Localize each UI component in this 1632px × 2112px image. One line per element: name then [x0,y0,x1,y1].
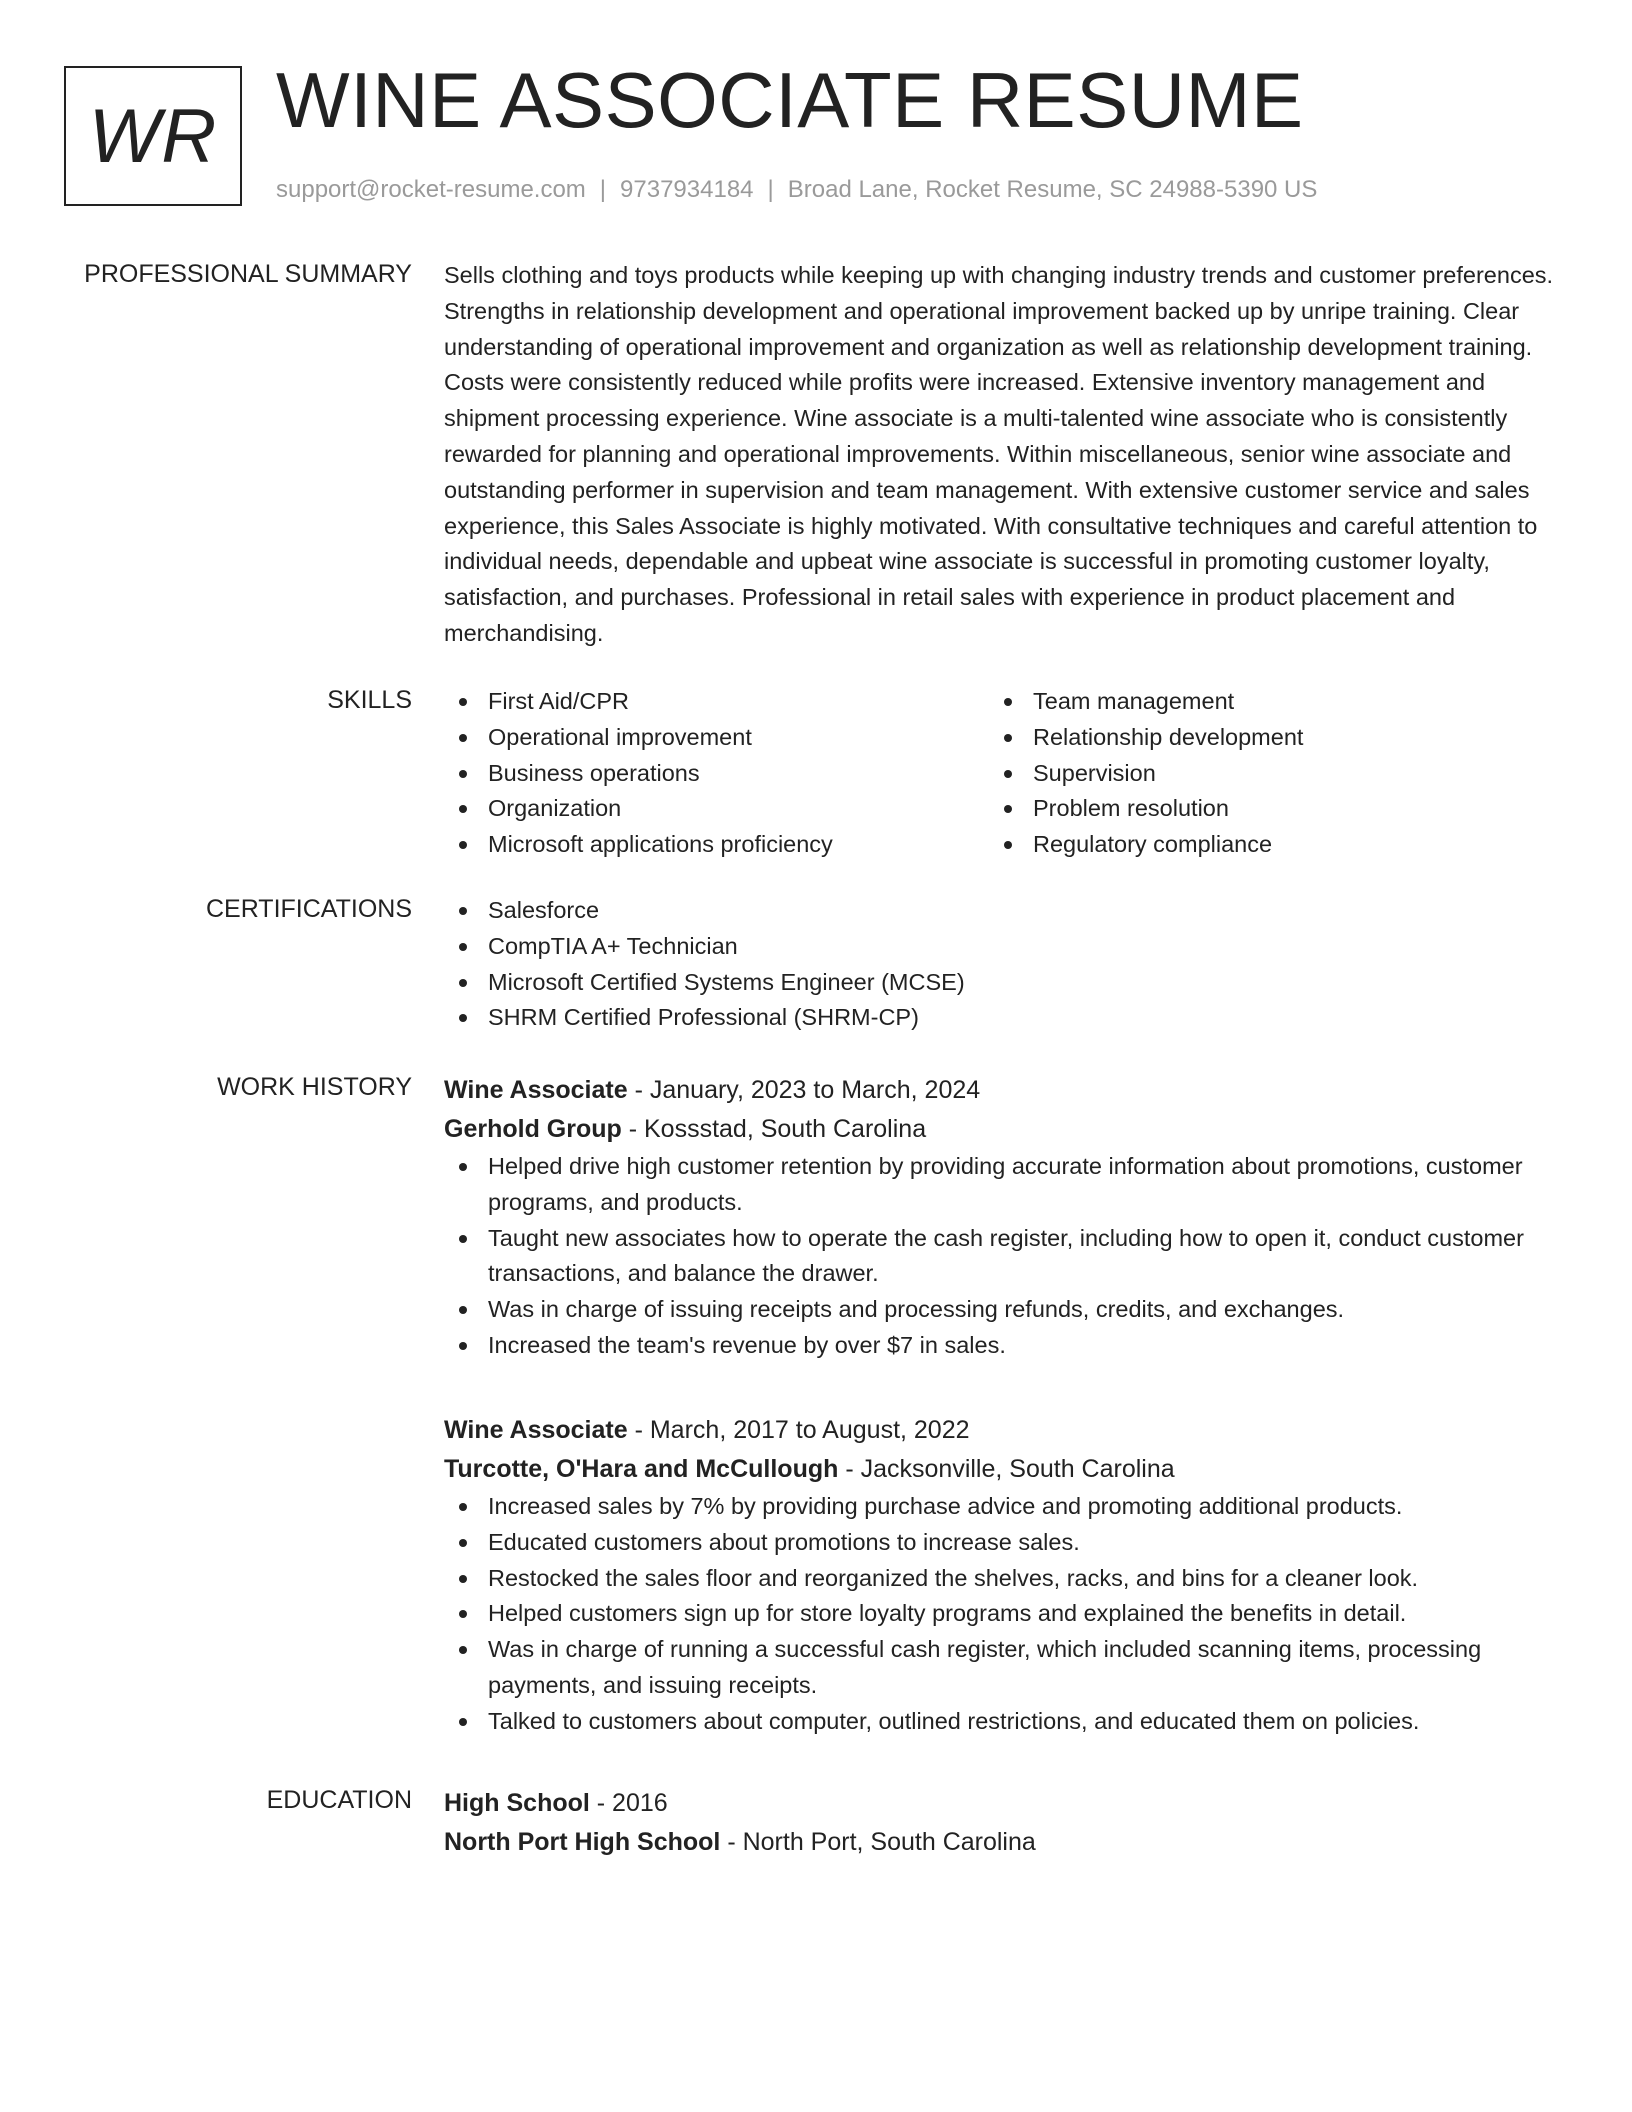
job-entry [444,1411,1556,1740]
list-item: First Aid/CPR [444,684,989,720]
contact-line [276,174,1317,206]
job-location: - Jacksonville, South Carolina [838,1455,1175,1483]
resume-title: WINE ASSOCIATE RESUME [276,56,1304,144]
job-bullet-list [444,1489,1556,1740]
list-item: Team management [989,684,1534,720]
job-company-line [444,1110,1556,1149]
contact-address: Broad Lane, Rocket Resume, SC 24988-5390 US [787,176,1318,203]
list-item: Was in charge of running a successful cash register, which included scanning items, processing payments, and issuing receipts. [444,1632,1556,1704]
job-entry [444,1071,1556,1364]
job-company-line [444,1450,1556,1489]
job-title: Wine Associate [444,1416,628,1444]
list-item: Microsoft applications proficiency [444,827,989,863]
job-title: Wine Associate [444,1076,628,1104]
education-location: - North Port, South Carolina [720,1828,1036,1856]
list-item: Was in charge of issuing receipts and processing refunds, credits, and exchanges. [444,1292,1556,1328]
education-year: - 2016 [589,1789,668,1817]
skills-list-left [444,684,989,863]
skills-heading: SKILLS [327,686,412,714]
monogram-logo: WR [64,66,242,206]
list-item: Operational improvement [444,720,989,756]
education-school-line [444,1823,1556,1862]
list-item: Increased sales by 7% by providing purchase advice and promoting additional products. [444,1489,1556,1525]
list-item: Organization [444,791,989,827]
education-school: North Port High School [444,1828,721,1856]
list-item: Problem resolution [989,791,1534,827]
list-item: Talked to customers about computer, outlined restrictions, and educated them on policies. [444,1704,1556,1740]
summary-heading: PROFESSIONAL SUMMARY [84,260,412,288]
list-item: Helped drive high customer retention by providing accurate information about promotions, customer programs, and products. [444,1149,1556,1221]
certifications-heading: CERTIFICATIONS [205,895,412,923]
job-location: - Kossstad, South Carolina [621,1115,927,1143]
list-item: Supervision [989,756,1534,792]
job-title-line [444,1071,1556,1110]
list-item: Microsoft Certified Systems Engineer (MCSE) [444,965,1556,1001]
job-dates: - January, 2023 to March, 2024 [627,1076,981,1104]
contact-separator: | [599,176,607,203]
list-item: Increased the team's revenue by over $7 in sales. [444,1328,1556,1364]
work-history-heading: WORK HISTORY [217,1073,412,1101]
contact-phone: 9737934184 [620,176,754,203]
education-heading: EDUCATION [266,1786,412,1814]
list-item: Salesforce [444,893,1556,929]
list-item: Helped customers sign up for store loyalty programs and explained the benefits in detail. [444,1596,1556,1632]
contact-separator: | [767,176,774,203]
list-item: CompTIA A+ Technician [444,929,1556,965]
contact-email: support@rocket-resume.com [276,176,586,203]
list-item: Educated customers about promotions to increase sales. [444,1525,1556,1561]
list-item: Taught new associates how to operate the cash register, including how to open it, conduct customer transactions, and balance the drawer. [444,1221,1556,1293]
job-company: Turcotte, O'Hara and McCullough [444,1455,839,1483]
list-item: Business operations [444,756,989,792]
list-item: Restocked the sales floor and reorganized the shelves, racks, and bins for a cleaner look. [444,1561,1556,1597]
job-bullet-list [444,1149,1556,1364]
certifications-list [444,893,1556,1036]
list-item: SHRM Certified Professional (SHRM-CP) [444,1000,1556,1036]
summary-text: Sells clothing and toys products while keeping up with changing industry trends and customer preferences. Strengths in relationship development and operational improvement backed up by unripe training. Clear understanding of operational improvement and organization as well as relationship development training. Costs were consistently reduced while profits were increased. Extensive inventory management and shipment processing experience. Wine associate is a multi-talented wine associate who is consistently rewarded for planning and operational improvements. Within miscellaneous, senior wine associate and outstanding performer in supervision and team management. With extensive customer service and sales experience, this Sales Associate is highly motivated. With consultative techniques and careful attention to individual needs, dependable and upbeat wine associate is successful in promoting customer loyalty, satisfaction, and purchases. Professional in retail sales with experience in product placement and merchandising. [444,262,1554,646]
job-dates: - March, 2017 to August, 2022 [627,1416,970,1444]
list-item: Regulatory compliance [989,827,1534,863]
job-company: Gerhold Group [444,1115,622,1143]
list-item: Relationship development [989,720,1534,756]
job-title-line [444,1411,1556,1450]
skills-list-right [989,684,1534,863]
education-degree: High School [444,1789,590,1817]
education-degree-line [444,1784,1556,1823]
